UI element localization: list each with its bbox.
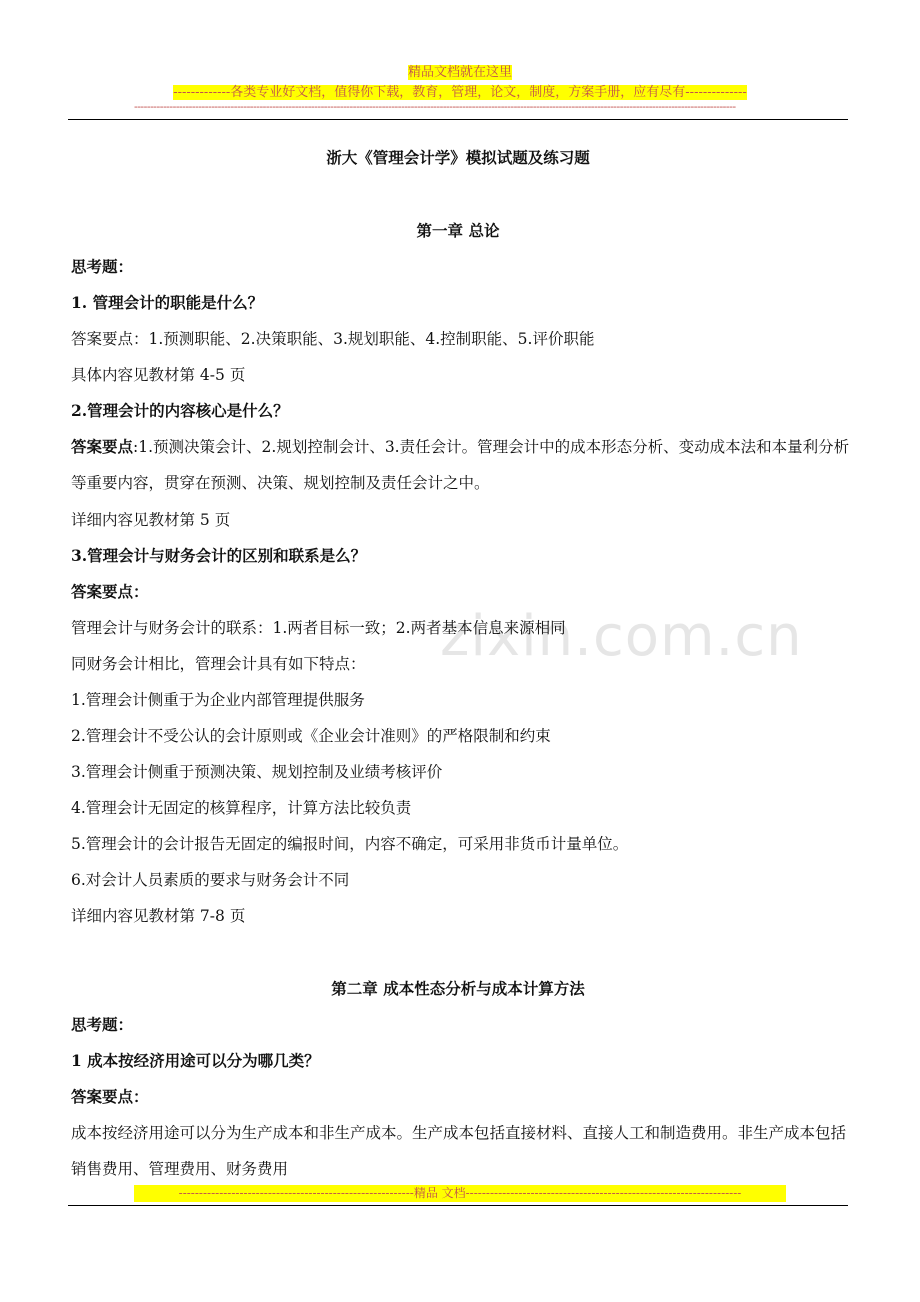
footer-rule <box>68 1205 848 1206</box>
chapter-1-answer-3-line-1: 管理会计与财务会计的联系：1.两者目标一致；2.两者基本信息来源相同 <box>71 619 566 637</box>
answer-text: :1.预测决策会计、2.规划控制会计、3.责任会计。管理会计中的成本形态分析、变动成本法和本量利分析等重要内容，贯穿在预测、决策、规划控制及责任会计之中。 <box>71 438 850 492</box>
chapter-1-answer-2 <box>71 429 851 501</box>
chapter-1-think-label: 思考题： <box>71 257 134 276</box>
header-banner-slogan-text: -------------各类专业好文档，值得你下载，教育，管理，论文，制度，方案手册，应有尽有-------------- <box>173 85 747 100</box>
chapter-2-answer-1-text: 成本按经济用途可以分为生产成本和非生产成本。生产成本包括直接材料、直接人工和制造费用。非生产成本包括销售费用、管理费用、财务费用 <box>71 1124 847 1178</box>
chapter-2-answer-1-label: 答案要点： <box>71 1087 149 1106</box>
watermark: zixin.com.cn <box>440 604 803 669</box>
chapter-1-heading: 第一章 总论 <box>416 221 500 240</box>
footer-banner: ----------------------------------------------------------精品 文档-------------------------------------------------------------------- <box>134 1185 786 1202</box>
chapter-1-reference-1: 具体内容见教材第 4-5 页 <box>71 366 246 384</box>
header-banner-title-text: 精品文档就在这里 <box>407 65 512 80</box>
document-title: 浙大《管理会计学》模拟试题及练习题 <box>326 148 590 167</box>
chapter-1-answer-3-label: 答案要点： <box>71 582 149 601</box>
chapter-1-answer-1: 答案要点：1.预测职能、2.决策职能、3.规划职能、4.控制职能、5.评价职能 <box>71 330 595 348</box>
chapter-1-reference-3: 详细内容见教材第 7-8 页 <box>71 907 246 925</box>
chapter-1-answer-3-line-4: 2.管理会计不受公认的会计原则或《企业会计准则》的严格限制和约束 <box>71 727 551 745</box>
chapter-1-answer-3-line-7: 5.管理会计的会计报告无固定的编报时间，内容不确定，可采用非货币计量单位。 <box>71 835 629 853</box>
chapter-1-answer-3-line-8: 6.对会计人员素质的要求与财务会计不同 <box>71 871 350 889</box>
answer-label: 答案要点 <box>71 437 134 456</box>
chapter-2-think-label: 思考题： <box>71 1015 134 1034</box>
chapter-2-question-1: 1 成本按经济用途可以分为哪几类？ <box>71 1051 320 1070</box>
chapter-1-answer-3-line-6: 4.管理会计无固定的核算程序，计算方法比较负责 <box>71 799 412 817</box>
chapter-2-heading: 第二章 成本性态分析与成本计算方法 <box>331 979 585 998</box>
header-banner-title <box>0 64 920 82</box>
header-dashed-line: ------------------------------------------------------------------------------------------------------------------------------------------------------------------------------------------- <box>134 100 736 113</box>
chapter-1-answer-3-line-2: 同财务会计相比，管理会计具有如下特点： <box>71 655 366 673</box>
chapter-1-question-2: 2.管理会计的内容核心是什么？ <box>71 401 289 420</box>
chapter-1-question-3: 3.管理会计与财务会计的区别和联系是么？ <box>71 546 367 565</box>
chapter-1-reference-2: 详细内容见教材第 5 页 <box>71 511 231 529</box>
chapter-1-answer-3-line-5: 3.管理会计侧重于预测决策、规划控制及业绩考核评价 <box>71 763 443 781</box>
chapter-1-answer-3-line-3: 1.管理会计侧重于为企业内部管理提供服务 <box>71 691 365 709</box>
chapter-1-question-1: 1. 管理会计的职能是什么？ <box>71 293 264 312</box>
header-rule <box>68 119 848 120</box>
